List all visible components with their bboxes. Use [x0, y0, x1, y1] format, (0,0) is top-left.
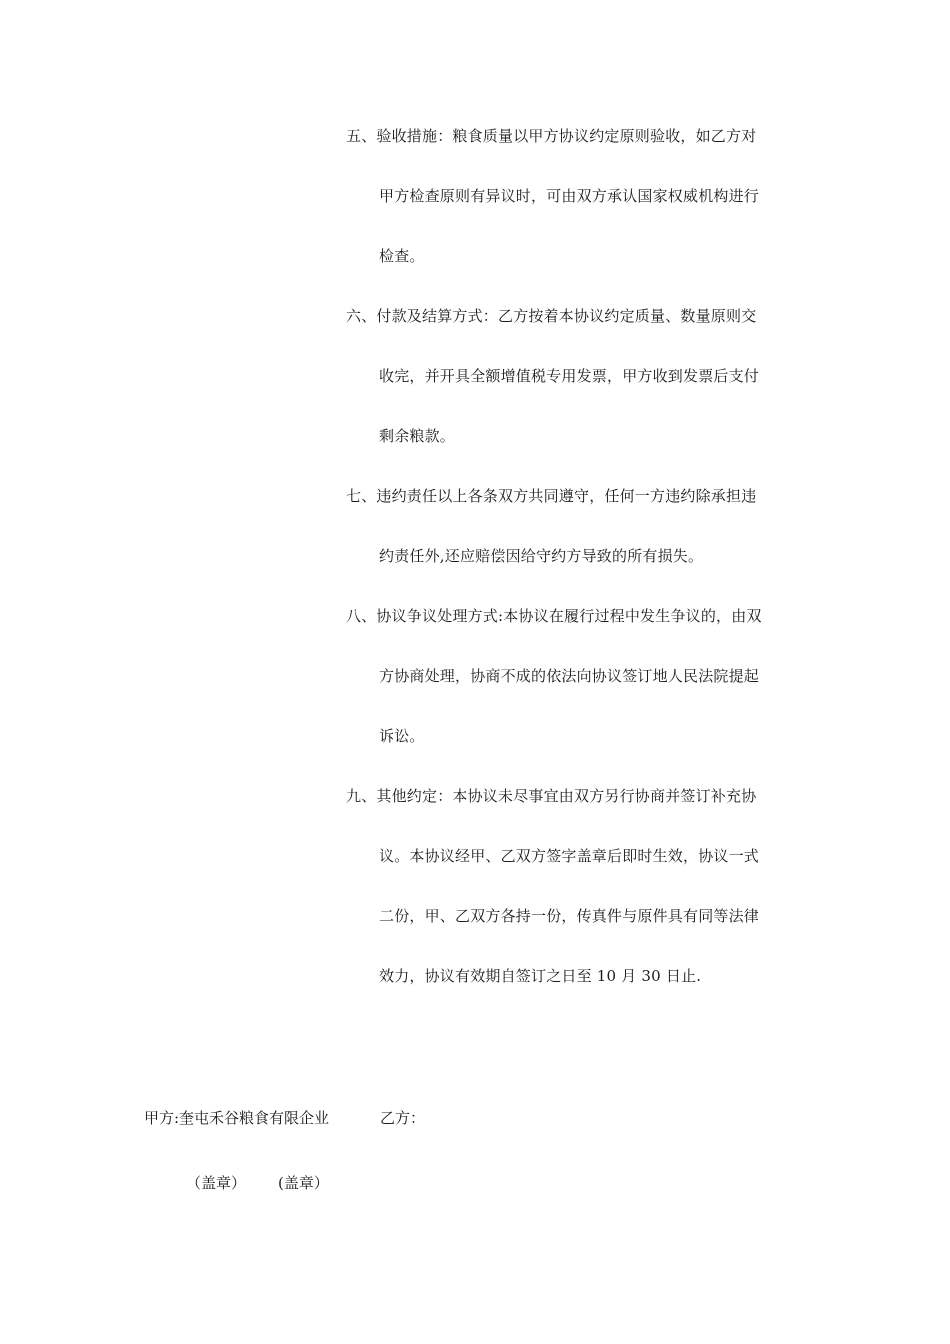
clause-8 — [346, 598, 806, 778]
clause-line: 收完，并开具全额增值税专用发票，甲方收到发票后支付 — [379, 367, 760, 385]
clause-9 — [346, 778, 806, 1018]
party-a-label: 甲方:奎屯禾谷粮食有限企业 — [144, 1109, 330, 1127]
clause-line: 七、违约责任以上各条双方共同遵守，任何一方违约除承担违 — [346, 487, 757, 505]
clause-line: 效力，协议有效期自签订之日至 10 月 30 日止. — [379, 967, 702, 985]
clause-line: 五、验收措施：粮食质量以甲方协议约定原则验收，如乙方对 — [346, 127, 757, 145]
party-b-label: 乙方： — [380, 1109, 426, 1127]
clause-line: 约责任外,还应赔偿因给守约方导致的所有损失。 — [379, 547, 704, 565]
clause-line: 议。本协议经甲、乙双方签字盖章后即时生效，协议一式 — [379, 847, 760, 865]
clause-6 — [346, 298, 806, 478]
seal-b-label: (盖章） — [278, 1174, 329, 1192]
clause-line: 八、协议争议处理方式:本协议在履行过程中发生争议的，由双 — [346, 607, 762, 625]
clause-line: 方协商处理，协商不成的依法向协议签订地人民法院提起 — [379, 667, 760, 685]
clause-line: 检查。 — [379, 247, 425, 265]
clause-line: 二份，甲、乙双方各持一份，传真件与原件具有同等法律 — [379, 907, 760, 925]
clause-line: 诉讼。 — [379, 727, 425, 745]
clause-line: 九、其他约定：本协议未尽事宜由双方另行协商并签订补充协 — [346, 787, 757, 805]
clause-line: 甲方检查原则有异议时，可由双方承认国家权威机构进行 — [379, 187, 760, 205]
clause-7 — [346, 478, 806, 598]
clause-line: 六、付款及结算方式：乙方按着本协议约定质量、数量原则交 — [346, 307, 757, 325]
clause-line: 剩余粮款。 — [379, 427, 456, 445]
seal-a-label: （盖章） — [186, 1174, 247, 1192]
clause-list — [346, 118, 806, 1018]
clause-5 — [346, 118, 806, 298]
